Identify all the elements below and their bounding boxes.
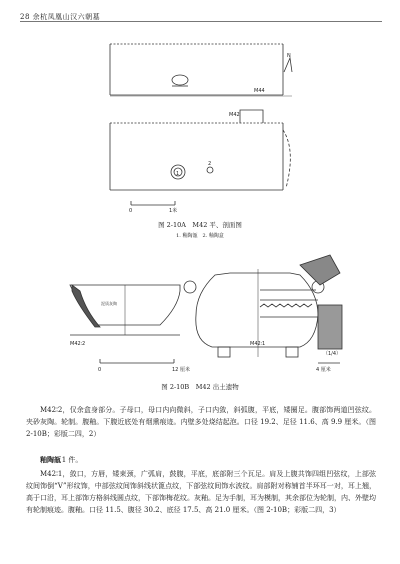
heading-text: 釉陶瓿 <box>40 455 61 464</box>
paragraph-m42-1-text: M42∶1，敛口，方唇，矮束颈，广弧肩，鼓腹，平底，底部附三个瓦足。肩及上腹共饰四组凹弦纹，上部弦纹间饰倒“V”形纹饰，中部弦纹间饰斜线状篦点纹，下部弦纹间饰水波纹。肩部附对称铺首半环耳一对，耳上翘，高于口沿，耳上部饰方格斜线圆点纹，下部饰梅花纹。灰釉。足为手制，耳为模制，其余部位为轮制，内、外壁均有轮制痕迹。腹釉。口径 11.5、腹径 30.2、底径 17.5、高 21.0 厘米。（图 2-10B；彩版二四，3） <box>26 470 376 514</box>
plan-vessel-2 <box>207 167 213 173</box>
artifacts-figure <box>0 245 400 380</box>
handle-detail-mask <box>318 305 342 349</box>
north-arrow <box>284 58 292 72</box>
jar-outline <box>196 273 318 347</box>
figure-a-legend: 1. 釉陶瓿 2. 釉陶盒 <box>176 233 224 239</box>
figure-a-caption: 图 2-10A M42 平、剖面图 <box>158 221 242 229</box>
scale-unit: 1米 <box>169 208 178 214</box>
jar-foot-left <box>218 347 230 357</box>
jar-handle-left <box>184 281 196 293</box>
scale-b-4: 4 厘米 <box>316 367 331 373</box>
tomb-plan-figure <box>0 0 400 240</box>
item-label-2: 2 <box>208 161 212 167</box>
paragraph-m42-1 <box>26 468 376 516</box>
paragraph-m42-2 <box>26 404 376 440</box>
handle-detail-top <box>300 255 340 285</box>
scale-b-0: 0 <box>98 367 102 373</box>
figure-b-caption: 图 2-10B M42 出土遗物 <box>161 383 239 391</box>
heading-count: 1 件。 <box>61 456 83 464</box>
book-title: 余杭凤凰山汉六朝墓 <box>32 13 101 21</box>
tomb-label-m44: M44 <box>254 88 265 94</box>
scale-b-12: 12 厘米 <box>172 367 190 373</box>
jar-foot-right <box>286 347 298 357</box>
paragraph-m42-2-text: M42∶2，仅余盒身部分。子母口，母口内向微斜，子口内敛，斜弧腹，平底，矮圈足。腹部饰两道凹弦纹。夹砂灰陶。轮制。腹釉。下腹近底处有烟熏痕迹。内壁多处烧结起泡。口径 19.2、足径 11.6、高 9.9 厘米。（图 2-10B；彩版二四，2） <box>26 406 376 438</box>
scale-0: 0 <box>129 208 133 214</box>
section-vessel <box>172 75 188 85</box>
box-material-label: 泥质灰陶 <box>101 301 117 306</box>
tomb-label-m42: M42 <box>229 112 240 118</box>
north-label: N <box>287 53 291 59</box>
m42-step <box>240 110 263 123</box>
plan-right-edge <box>283 130 290 188</box>
item-label-1: 1 <box>176 171 180 177</box>
label-m42-1: M42∶1 <box>250 341 266 347</box>
box-section <box>72 285 100 327</box>
section-heading <box>26 454 376 466</box>
label-m42-2: M42∶2 <box>70 341 86 347</box>
page-number: 28 <box>20 13 30 21</box>
label-detail-scale: （1/4） <box>323 351 342 357</box>
